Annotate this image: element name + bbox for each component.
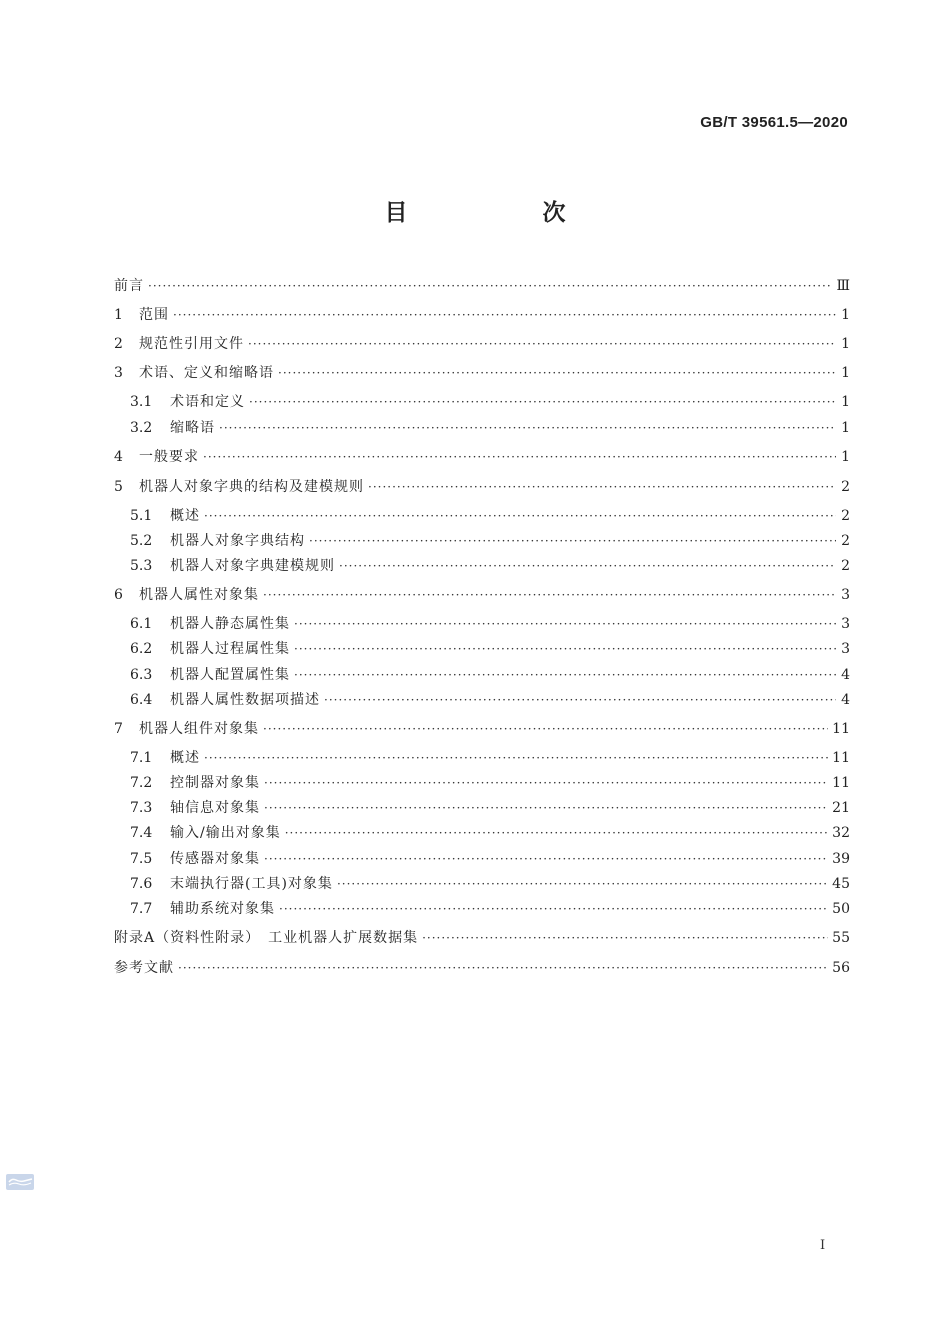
toc-leader-dots	[263, 722, 828, 736]
toc-leader-dots	[264, 801, 828, 815]
toc-leader-dots	[422, 931, 828, 945]
toc-entry-page: 2	[841, 533, 850, 549]
toc-entry-number: 7.4	[130, 825, 153, 841]
toc-entry[interactable]	[114, 898, 850, 918]
toc-entry[interactable]	[114, 822, 850, 842]
toc-entry-page: 4	[841, 667, 850, 683]
toc-leader-dots	[219, 421, 836, 435]
toc-leader-dots	[337, 877, 828, 891]
toc-leader-dots	[368, 480, 836, 494]
toc-leader-dots	[264, 852, 828, 866]
toc-entry-label: 末端执行器(工具)对象集	[170, 876, 333, 892]
toc-entry[interactable]	[114, 417, 850, 437]
toc-leader-dots	[204, 509, 836, 523]
toc-entry-number: 7.6	[130, 876, 153, 892]
toc-leader-dots	[204, 751, 828, 765]
toc-entry-number: 5	[114, 479, 123, 495]
toc-entry-label: 机器人过程属性集	[170, 641, 290, 657]
toc-entry-label: 前言	[114, 278, 144, 294]
page-title: 目 次	[384, 199, 622, 226]
toc-entry-label: 机器人对象字典的结构及建模规则	[139, 479, 364, 495]
toc-entry-page: 39	[832, 851, 850, 867]
toc-entry[interactable]	[114, 689, 850, 709]
toc-entry-page: 3	[841, 641, 850, 657]
toc-entry-page: 11	[832, 750, 850, 766]
toc-entry-number: 2	[114, 336, 123, 352]
toc-entry-number: 5.1	[130, 508, 153, 524]
toc-entry[interactable]	[114, 772, 850, 792]
toc-entry[interactable]	[114, 957, 850, 977]
page-number: I	[820, 1238, 826, 1253]
toc-entry[interactable]	[114, 304, 850, 324]
toc-entry-page: 50	[832, 901, 850, 917]
toc-entry-page: 11	[832, 721, 850, 737]
toc-entry-number: 6	[114, 587, 123, 603]
toc-leader-dots	[278, 366, 836, 380]
toc-entry-label: 输入/输出对象集	[170, 825, 281, 841]
toc-entry[interactable]	[114, 613, 850, 633]
toc-entry-page: 1	[841, 420, 850, 436]
toc-entry-number: 4	[114, 449, 123, 465]
toc-entry-number: 6.2	[130, 641, 153, 657]
toc-entry-label: 附录A（资料性附录） 工业机器人扩展数据集	[114, 930, 419, 946]
toc-leader-dots	[249, 395, 836, 409]
toc-leader-dots	[294, 617, 836, 631]
toc-entry-label: 概述	[170, 508, 200, 524]
toc-entry-number: 7.7	[130, 901, 153, 917]
toc-entry-number: 7.1	[130, 750, 153, 766]
toc-entry[interactable]	[114, 362, 850, 382]
toc-leader-dots	[264, 776, 828, 790]
toc-entry[interactable]	[114, 333, 850, 353]
toc-entry-label: 轴信息对象集	[170, 800, 260, 816]
toc-entry-label: 机器人属性数据项描述	[170, 692, 320, 708]
toc-entry-label: 传感器对象集	[170, 851, 260, 867]
toc-entry[interactable]	[114, 391, 850, 411]
toc-entry-page: 56	[832, 960, 850, 976]
toc-leader-dots	[203, 450, 836, 464]
toc-entry[interactable]	[114, 873, 850, 893]
toc-entry[interactable]	[114, 530, 850, 550]
toc-entry-page: 3	[841, 616, 850, 632]
toc-entry-label: 机器人对象字典建模规则	[170, 558, 335, 574]
toc-leader-dots	[173, 308, 836, 322]
toc-entry-page: 1	[841, 365, 850, 381]
toc-entry-page: 45	[832, 876, 850, 892]
toc-entry[interactable]	[114, 505, 850, 525]
toc-entry-number: 6.4	[130, 692, 153, 708]
toc-leader-dots	[309, 534, 836, 548]
toc-entry-number: 7	[114, 721, 123, 737]
toc-entry[interactable]	[114, 275, 850, 295]
toc-entry[interactable]	[114, 848, 850, 868]
toc-entry-number: 7.2	[130, 775, 153, 791]
toc-entry-page: 2	[841, 558, 850, 574]
toc-entry-number: 6.1	[130, 616, 153, 632]
standard-code: GB/T 39561.5—2020	[700, 114, 848, 131]
toc-entry-number: 3	[114, 365, 123, 381]
toc-entry[interactable]	[114, 927, 850, 947]
toc-entry-page: 1	[841, 449, 850, 465]
toc-entry[interactable]	[114, 797, 850, 817]
toc-entry-page: 3	[841, 587, 850, 603]
toc-entry-label: 概述	[170, 750, 200, 766]
toc-entry[interactable]	[114, 555, 850, 575]
toc-leader-dots	[248, 337, 836, 351]
toc-entry-number: 7.5	[130, 851, 153, 867]
toc-leader-dots	[263, 588, 836, 602]
toc-leader-dots	[148, 279, 832, 293]
toc-entry-label: 机器人静态属性集	[170, 616, 290, 632]
toc-entry-number: 6.3	[130, 667, 153, 683]
toc-leader-dots	[324, 693, 836, 707]
toc-entry[interactable]	[114, 476, 850, 496]
toc-entry-label: 规范性引用文件	[139, 336, 244, 352]
toc-entry[interactable]	[114, 747, 850, 767]
toc-entry-label: 一般要求	[139, 449, 199, 465]
toc-entry[interactable]	[114, 638, 850, 658]
toc-entry-label: 机器人配置属性集	[170, 667, 290, 683]
toc-leader-dots	[285, 826, 828, 840]
toc-entry[interactable]	[114, 446, 850, 466]
toc-entry-page: 2	[841, 508, 850, 524]
toc-entry[interactable]	[114, 584, 850, 604]
toc-entry[interactable]	[114, 718, 850, 738]
toc-entry-label: 范围	[139, 307, 169, 323]
toc-entry-number: 3.1	[130, 394, 153, 410]
toc-entry-label: 机器人属性对象集	[139, 587, 259, 603]
toc-entry-label: 术语、定义和缩略语	[139, 365, 274, 381]
toc-entry-page: 4	[841, 692, 850, 708]
toc-entry-page: 1	[841, 307, 850, 323]
toc-leader-dots	[339, 559, 836, 573]
toc-entry-page: 11	[832, 775, 850, 791]
toc-entry-number: 1	[114, 307, 123, 323]
toc-entry-number: 5.3	[130, 558, 153, 574]
toc-entry-page: 21	[832, 800, 850, 816]
toc-leader-dots	[279, 902, 828, 916]
toc-entry[interactable]	[114, 664, 850, 684]
sac-logo-icon	[6, 1172, 34, 1192]
toc-entry-label: 机器人组件对象集	[139, 721, 259, 737]
toc-entry-page: Ⅲ	[836, 278, 850, 294]
toc-entry-page: 55	[832, 930, 850, 946]
toc-leader-dots	[294, 668, 836, 682]
toc-entry-page: 32	[832, 825, 850, 841]
toc-entry-page: 1	[841, 336, 850, 352]
toc-entry-label: 控制器对象集	[170, 775, 260, 791]
toc-entry-label: 辅助系统对象集	[170, 901, 275, 917]
toc-entry-number: 5.2	[130, 533, 153, 549]
toc-entry-label: 参考文献	[114, 960, 174, 976]
toc-entry-number: 3.2	[130, 420, 153, 436]
toc-entry-page: 2	[841, 479, 850, 495]
toc-leader-dots	[178, 961, 828, 975]
toc-entry-label: 缩略语	[170, 420, 215, 436]
toc-entry-number: 7.3	[130, 800, 153, 816]
toc-entry-label: 术语和定义	[170, 394, 245, 410]
toc-entry-label: 机器人对象字典结构	[170, 533, 305, 549]
toc-leader-dots	[294, 642, 836, 656]
toc-entry-page: 1	[841, 394, 850, 410]
